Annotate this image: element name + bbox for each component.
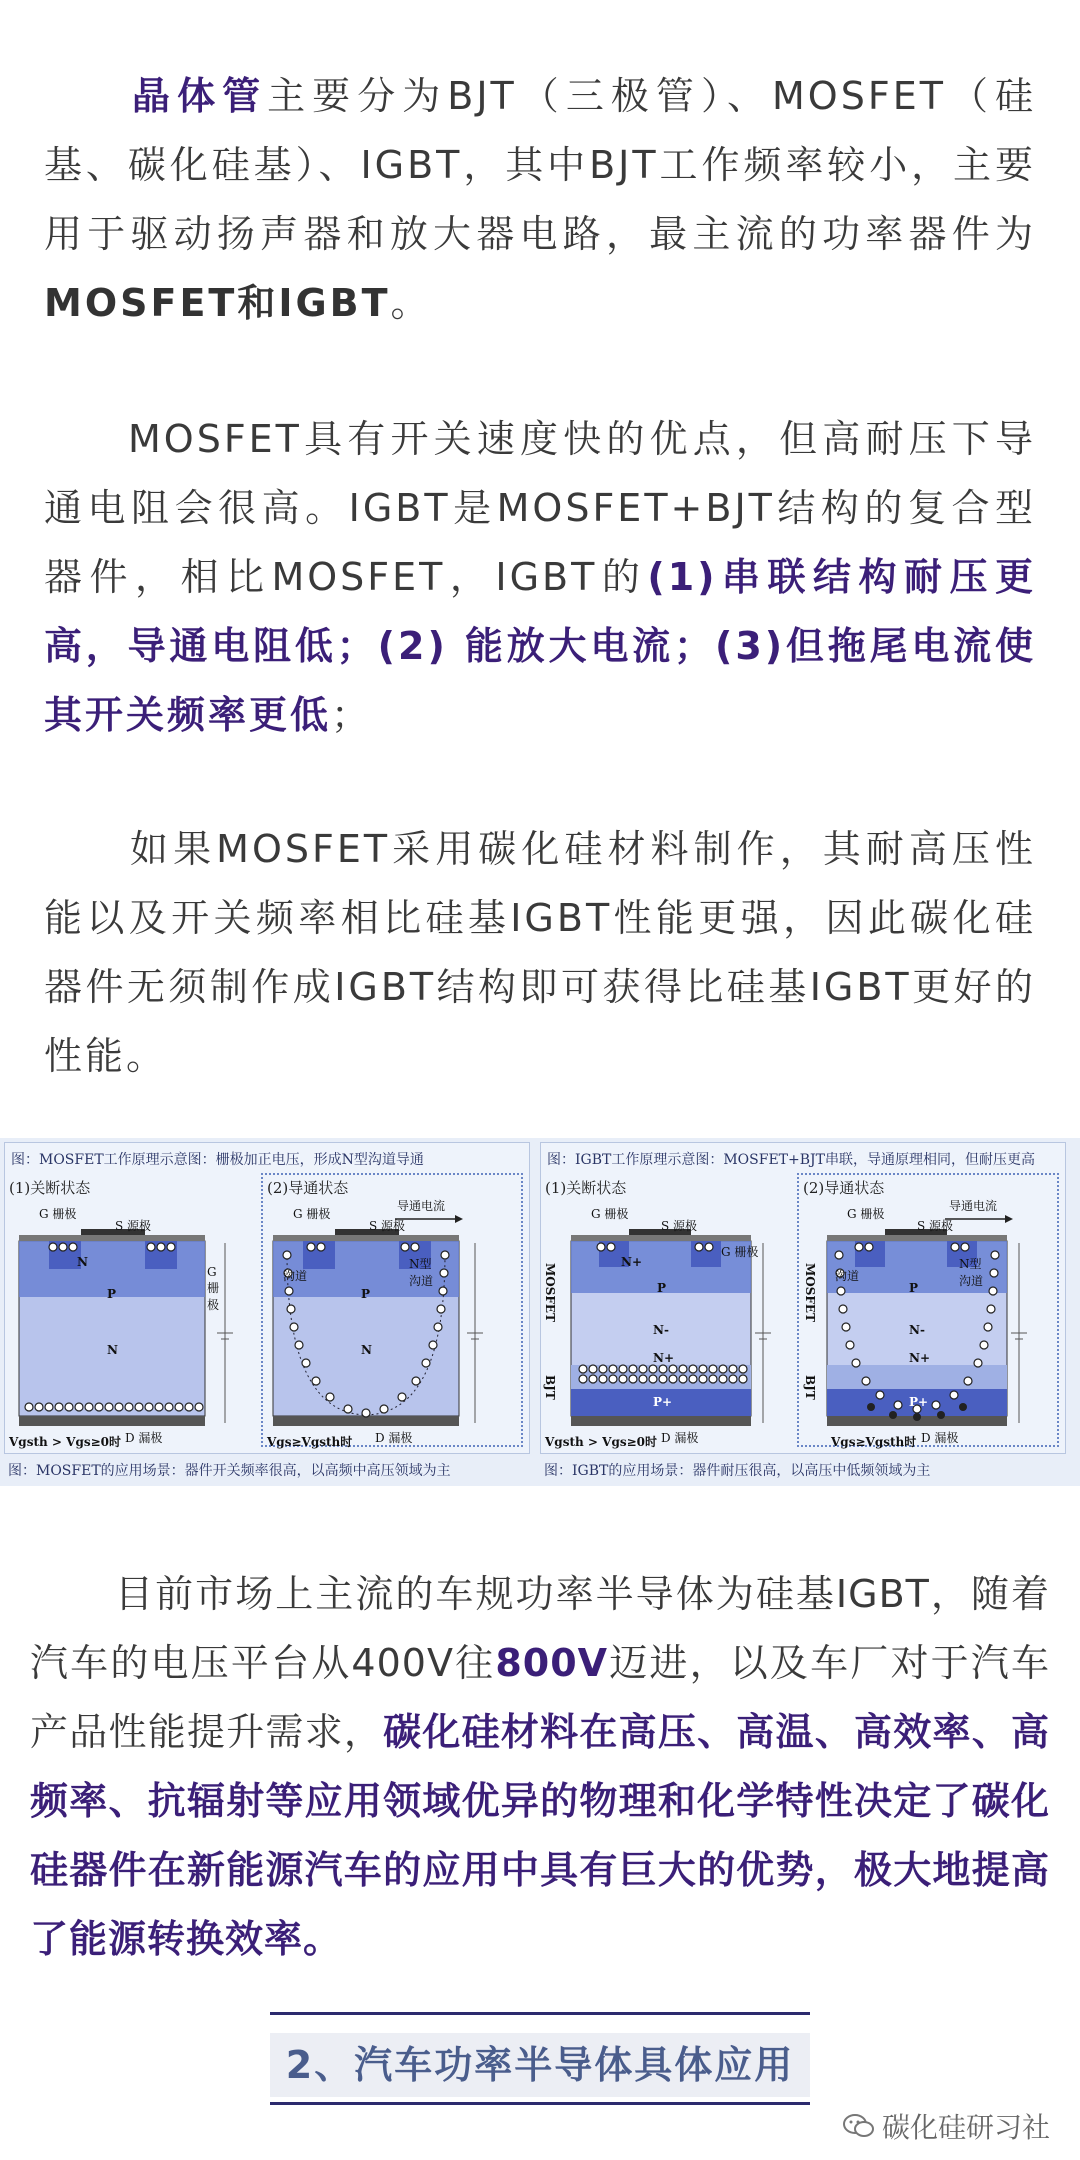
- mosfet-igbt-figure: [0, 1138, 1080, 1486]
- section-heading: 2、汽车功率半导体具体应用: [285, 2043, 795, 2087]
- ntype-channel-label: N型沟道: [959, 1257, 984, 1288]
- paragraph-sic-mosfet: [44, 815, 1036, 1091]
- cond-on-label: Vgs≥Vgsth时: [831, 1435, 917, 1449]
- heading-rule-bottom: [270, 2102, 810, 2105]
- highlight-transistor: 晶体管: [128, 74, 268, 118]
- p-region-label-on: P: [361, 1287, 371, 1301]
- p-label: P: [657, 1281, 667, 1295]
- bold-mosfet-igbt: MOSFET和IGBT: [44, 281, 391, 325]
- channel-label: 沟道: [835, 1269, 860, 1283]
- paragraph-transistor-types: [44, 62, 1036, 338]
- p-label-on: P: [909, 1281, 919, 1295]
- igbt-application-caption: 图：IGBT的应用场景：器件耐压很高，以高压中低频领域为主: [544, 1463, 931, 1479]
- paragraph-text: 如果MOSFET采用碳化硅材料制作，其耐高压性能以及开关频率相比硅基IGBT性能更强，因此碳化硅器件无须制作成IGBT结构即可获得比硅基IGBT更好的性能。: [44, 827, 1036, 1078]
- gate-label: G 栅极: [591, 1207, 629, 1221]
- p-region-label: P: [107, 1287, 117, 1301]
- nplus-buffer-label-on: N+: [909, 1351, 931, 1365]
- paragraph-text: 主要分为BJT（三极管）、MOSFET（硅基、碳化硅基）、IGBT，其中BJT工作频率较小，主要用于驱动扬声器和放大器电路，最主流的功率器件为: [44, 74, 1036, 256]
- pplus-label-on: P+: [909, 1395, 929, 1409]
- source-label-on: S 源极: [369, 1219, 406, 1233]
- n-region-label: N: [77, 1255, 88, 1269]
- bjt-side-label: BJT: [543, 1375, 557, 1400]
- n-drift-label-on: N: [361, 1343, 372, 1357]
- mosfet-diagram: [5, 1143, 529, 1453]
- drain-label-on: D 漏极: [375, 1431, 413, 1445]
- igbt-panel: [540, 1142, 1066, 1454]
- pplus-label: P+: [653, 1395, 673, 1409]
- cond-on-label: Vgs≥Vgsth时: [267, 1435, 353, 1449]
- gate-side-label: G 栅极: [207, 1265, 220, 1312]
- mosfet-side-label-on: MOSFET: [803, 1263, 817, 1322]
- highlight-sic-advantages: 碳化硅材料在高压、高温、高效率、高频率、抗辐射等应用领域优异的物理和化学特性决定了碳化硅器件在新能源汽车的应用中具有巨大的优势，极大地提高了能源转换效率。: [30, 1710, 1050, 1961]
- wechat-icon: [842, 2112, 876, 2147]
- highlight-igbt-features: (1)串联结构耐压更高，导通电阻低；(2) 能放大电流；(3)但拖尾电流使其开关频率更低: [44, 555, 1036, 737]
- paragraph-text-2: 迈进，以及车厂对于汽车产品性能提升需求，: [30, 1641, 1050, 1754]
- mosfet-figure-title: 图：MOSFET工作原理示意图：栅极加正电压，形成N型沟道导通: [11, 1152, 424, 1168]
- current-label: 导通电流: [397, 1199, 446, 1213]
- gate-side-label: G 栅极: [721, 1245, 759, 1259]
- paragraph-mosfet-vs-igbt: [44, 405, 1036, 750]
- cond-off-label: Vgsth > Vgs≥0时: [9, 1435, 121, 1449]
- semicolon: ；: [331, 693, 373, 737]
- mosfet-state-off-label: (1)关断状态: [9, 1179, 91, 1197]
- watermark-text: 碳化硅研习社: [882, 2111, 1051, 2144]
- mosfet-state-on-label: (2)导通状态: [267, 1179, 349, 1197]
- nplus-buffer-label: N+: [653, 1351, 675, 1365]
- mosfet-side-label: MOSFET: [543, 1263, 557, 1322]
- watermark: [842, 2106, 1050, 2147]
- current-label: 导通电流: [949, 1199, 998, 1213]
- gate-label-on: G 栅极: [293, 1207, 331, 1221]
- paragraph-text: 目前市场上主流的车规功率半导体为硅基IGBT，随着汽车的电压平台从400V往: [30, 1572, 1050, 1685]
- drain-label: D 漏极: [125, 1431, 163, 1445]
- gate-label-on: G 栅极: [847, 1207, 885, 1221]
- source-label: S 源极: [661, 1219, 698, 1233]
- igbt-state-on-label: (2)导通状态: [803, 1179, 885, 1197]
- mosfet-application-caption: 图：MOSFET的应用场景：器件开关频率很高，以高频中高压领域为主: [8, 1463, 451, 1479]
- bold-800v: 800V: [495, 1641, 609, 1685]
- igbt-figure-title: 图：IGBT工作原理示意图：MOSFET+BJT串联，导通原理相同，但耐压更高: [547, 1152, 1035, 1168]
- source-label-on: S 源极: [917, 1219, 954, 1233]
- n-drift-label: N: [107, 1343, 118, 1357]
- nminus-label: N-: [653, 1323, 669, 1337]
- nplus-label: N+: [621, 1255, 643, 1269]
- period: 。: [390, 281, 432, 325]
- drain-label: D 漏极: [661, 1431, 699, 1445]
- igbt-state-off-label: (1)关断状态: [545, 1179, 627, 1197]
- paragraph-text: MOSFET具有开关速度快的优点，但高耐压下导通电阻会很高。IGBT是MOSFET+BJT结构的复合型器件，相比MOSFET，IGBT的: [44, 417, 1036, 599]
- gate-label: G 栅极: [39, 1207, 77, 1221]
- cond-off-label: Vgsth > Vgs≥0时: [545, 1435, 657, 1449]
- mosfet-panel: [4, 1142, 530, 1454]
- source-label: S 源极: [115, 1219, 152, 1233]
- channel-label: 沟道: [283, 1269, 308, 1283]
- bjt-side-label-on: BJT: [803, 1375, 817, 1400]
- heading-rule-top: [270, 2012, 810, 2015]
- drain-label-on: D 漏极: [921, 1431, 959, 1445]
- nminus-label-on: N-: [909, 1323, 925, 1337]
- ntype-channel-label: N型沟道: [409, 1257, 434, 1288]
- paragraph-automotive-market: [30, 1560, 1050, 1974]
